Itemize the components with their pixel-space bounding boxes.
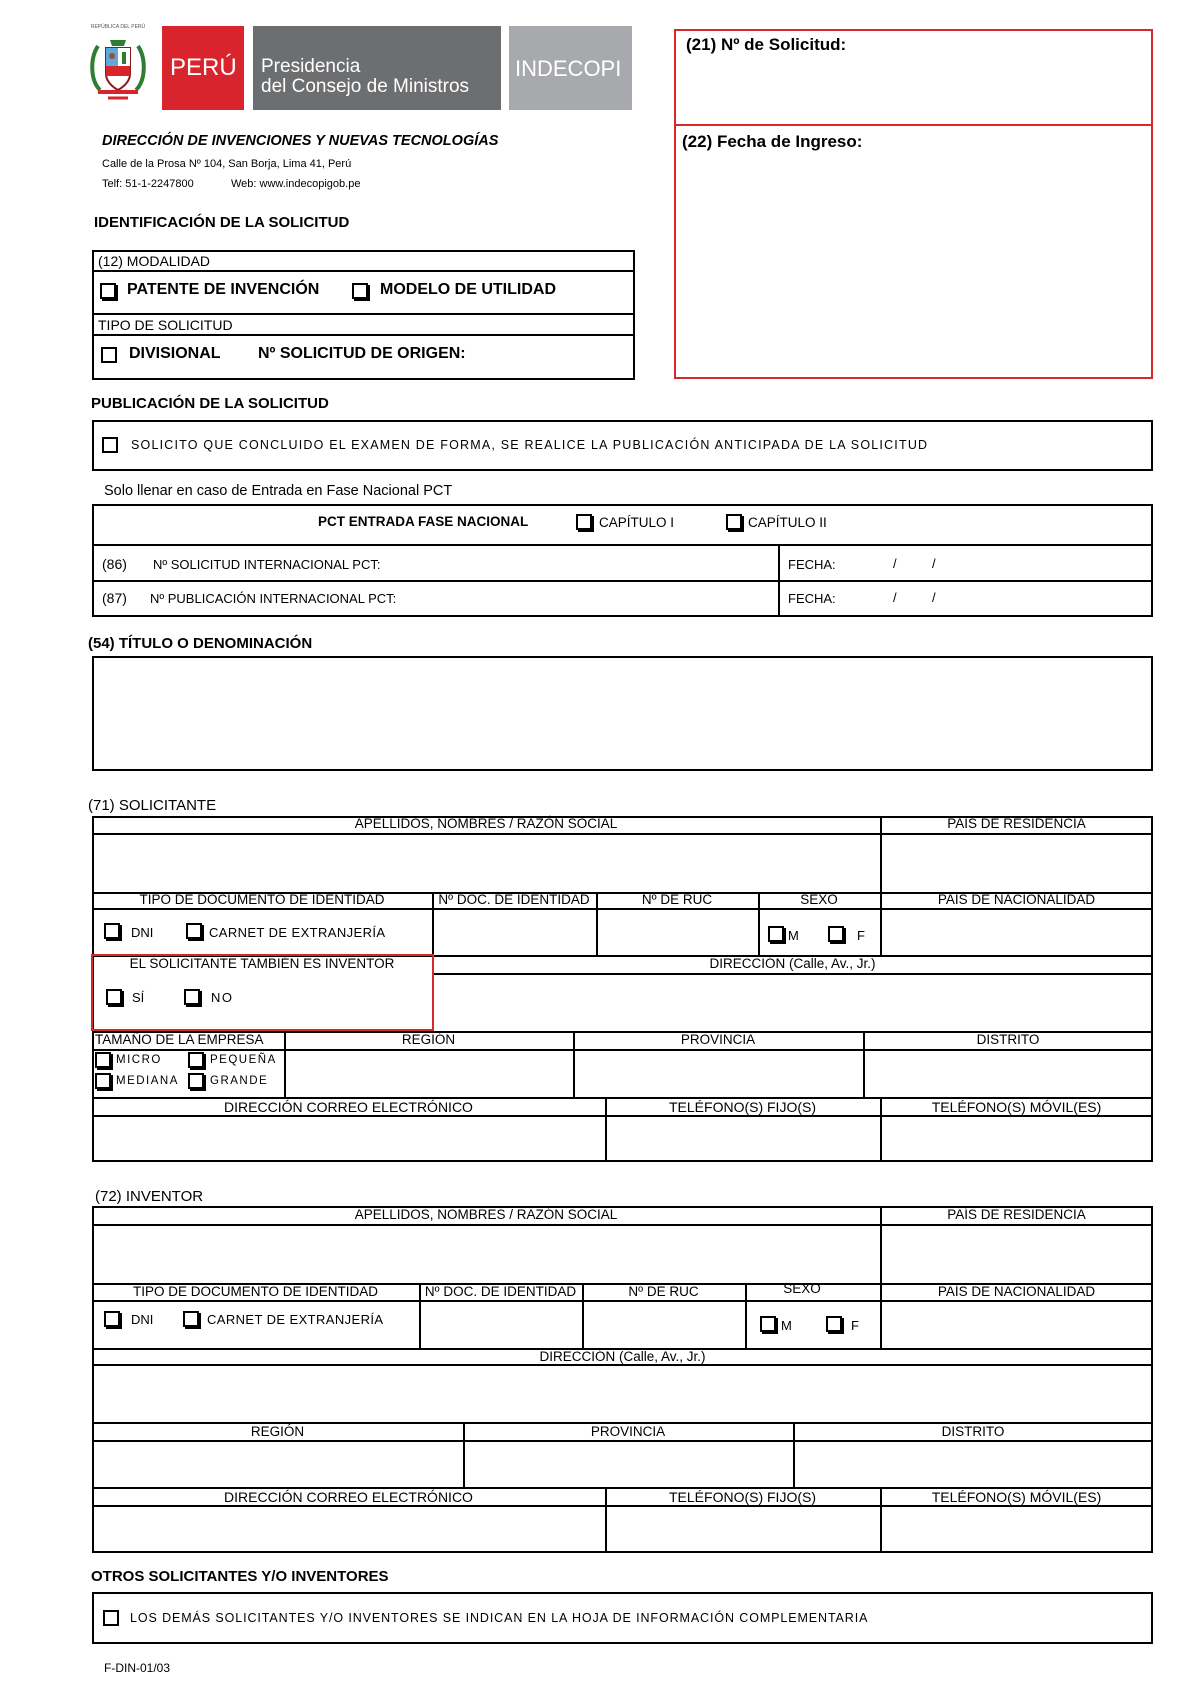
applicant-region-header: REGIÓN [401,1032,456,1047]
inventor-mobile-header: TELÉFONO(S) MÓVIL(ES) [931,1489,1102,1505]
applicant-foreign-card-label: CARNET DE EXTRANJERÍA [209,925,386,940]
others-complementary-checkbox[interactable] [103,1610,119,1626]
inventor-dni-checkbox[interactable] [104,1311,120,1327]
applicant-nationality-header: PAÍS DE NACIONALIDAD [937,892,1096,907]
others-section-title: OTROS SOLICITANTES Y/O INVENTORES [91,1568,389,1585]
applicant-foreign-card-checkbox[interactable] [186,923,202,939]
divider [92,1049,1153,1051]
inventor-region-header: REGIÓN [250,1424,305,1439]
chapter2-checkbox[interactable] [726,514,742,530]
inventor-ruc-header: Nº DE RUC [628,1284,699,1299]
company-small-checkbox[interactable] [188,1052,204,1068]
office-address: Calle de la Prosa Nº 104, San Borja, Lima 41, Perú [102,158,352,170]
applicant-mobile-header: TELÉFONO(S) MÓVIL(ES) [931,1099,1102,1115]
row86-date-label: FECHA: [788,557,836,572]
divider [92,580,1153,582]
utility-model-checkbox[interactable] [352,283,368,299]
peru-coat-of-arms [86,28,150,108]
divider [92,1364,1153,1366]
divisional-label: DIVISIONAL [129,345,221,362]
divider [92,1224,1153,1226]
inventor-residence-header: PAÍS DE RESIDENCIA [947,1207,1086,1222]
divider [880,1206,882,1348]
applicant-province-header: PROVINCIA [680,1032,756,1047]
divisional-checkbox[interactable] [101,347,117,363]
row87-label: Nº PUBLICACIÓN INTERNACIONAL PCT: [150,591,397,606]
company-medium-checkbox[interactable] [95,1073,111,1089]
applicant-doc-number-header: Nº DOC. DE IDENTIDAD [438,892,590,907]
applicant-doc-type-header: TIPO DE DOCUMENTO DE IDENTIDAD [139,892,385,907]
inventor-section-title: (72) INVENTOR [95,1188,204,1205]
company-size-header: TAMAÑO DE LA EMPRESA [95,1032,264,1047]
publication-section-title: PUBLICACIÓN DE LA SOLICITUD [91,395,329,412]
inventor-female-label: F [851,1318,859,1333]
applicant-district-header: DISTRITO [976,1032,1040,1047]
inventor-name-header: APELLIDOS, NOMBRES / RAZÓN SOCIAL [354,1207,618,1222]
inventor-doc-type-header: TIPO DE DOCUMENTO DE IDENTIDAD [132,1284,379,1299]
request-type-label: TIPO DE SOLICITUD [98,317,233,333]
inventor-email-header: DIRECCIÓN CORREO ELECTRÓNICO [224,1489,473,1505]
also-inventor-header: EL SOLICITANTE TAMBIÉN ES INVENTOR [129,956,395,971]
row86-label: Nº SOLICITUD INTERNACIONAL PCT: [153,557,381,572]
pcm-logo-line2: del Consejo de Ministros [261,76,470,97]
peru-seal-text: REPÚBLICA DEL PERÚ [90,24,146,30]
others-complementary-label: LOS DEMÁS SOLICITANTES Y/O INVENTORES SE INDICAN EN LA HOJA DE INFORMACIÓN COMPLEMENTARIA [130,1611,869,1625]
divider [778,544,780,617]
divider [432,973,1153,975]
inventor-district-header: DISTRITO [941,1424,1005,1439]
early-publication-checkbox[interactable] [102,437,118,453]
also-inventor-yes-label: SÍ [132,990,145,1005]
applicant-residence-header: PAÍS DE RESIDENCIA [947,816,1086,831]
indecopi-logo-block [509,26,632,110]
inventor-male-checkbox[interactable] [760,1316,776,1332]
pcm-logo-line1: Presidencia [261,56,361,77]
pct-title: PCT ENTRADA FASE NACIONAL [318,514,529,529]
divider [92,270,635,272]
row86-code: (86) [102,556,127,572]
divider [880,816,882,955]
applicant-dni-checkbox[interactable] [104,923,120,939]
company-small-label: PEQUEÑA [210,1054,277,1066]
peru-logo-text: PERÚ [170,54,237,81]
entry-date-label: (22) Fecha de Ingreso: [682,132,863,151]
date-slash: / [893,590,897,605]
also-inventor-no-checkbox[interactable] [184,989,200,1005]
inventor-sex-header: SEXO [783,1281,821,1296]
inventor-doc-number-header: Nº DOC. DE IDENTIDAD [424,1284,577,1299]
divider [92,833,1153,835]
office-web: Web: www.indecopigob.pe [231,178,361,190]
office-phone: Telf: 51-1-2247800 [102,178,194,190]
divider [92,544,1153,546]
form-code: F-DIN-01/03 [104,1661,171,1675]
divider [92,334,635,336]
company-large-label: GRANDE [210,1075,269,1087]
inventor-nationality-header: PAÍS DE NACIONALIDAD [937,1284,1096,1299]
inventor-male-label: M [781,1318,792,1333]
chapter2-label: CAPÍTULO II [748,515,827,530]
chapter1-label: CAPÍTULO I [599,515,675,530]
also-inventor-yes-checkbox[interactable] [106,989,122,1005]
applicant-dni-label: DNI [131,925,154,940]
identification-section-title: IDENTIFICACIÓN DE LA SOLICITUD [94,214,350,231]
divider [92,908,1153,910]
patent-checkbox[interactable] [100,283,116,299]
inventor-female-checkbox[interactable] [826,1316,842,1332]
title-input-box[interactable] [92,656,1153,771]
applicant-email-header: DIRECCIÓN CORREO ELECTRÓNICO [224,1099,473,1115]
indecopi-logo-text: INDECOPI [515,56,622,81]
direction-title: DIRECCIÓN DE INVENCIONES Y NUEVAS TECNOLOGÍAS [102,133,499,149]
applicant-landline-header: TELÉFONO(S) FIJO(S) [669,1099,816,1115]
date-slash: / [893,556,897,571]
pct-note: Solo llenar en caso de Entrada en Fase Nacional PCT [104,483,453,499]
applicant-ruc-header: Nº DE RUC [641,892,713,907]
inventor-dni-label: DNI [131,1312,154,1327]
applicant-male-label: M [788,928,799,943]
coat-of-arms-icon [86,28,150,108]
modality-label: (12) MODALIDAD [98,253,211,269]
inventor-foreign-card-checkbox[interactable] [183,1311,199,1327]
early-publication-label: SOLICITO QUE CONCLUIDO EL EXAMEN DE FORMA, SE REALICE LA PUBLICACIÓN ANTICIPADA DE LA SOLICITUD [131,438,929,452]
peru-logo-block [162,26,244,110]
company-medium-label: MEDIANA [116,1075,179,1087]
row87-code: (87) [102,590,127,606]
company-micro-label: MICRO [116,1054,162,1066]
company-large-checkbox[interactable] [188,1073,204,1089]
inventor-province-header: PROVINCIA [590,1424,666,1439]
applicant-male-checkbox[interactable] [768,926,784,942]
applicant-address-header: DIRECCIÓN (Calle, Av., Jr.) [709,956,876,971]
divider [92,1115,1153,1117]
date-slash: / [932,556,936,571]
also-inventor-no-label: NO [211,990,234,1005]
divider [92,1505,1153,1507]
applicant-sex-header: SEXO [800,892,838,907]
divider [92,1300,1153,1302]
divider [92,1440,1153,1442]
title-section-title: (54) TÍTULO O DENOMINACIÓN [88,635,313,652]
applicant-female-checkbox[interactable] [828,926,844,942]
row87-date-label: FECHA: [788,591,836,606]
inventor-landline-header: TELÉFONO(S) FIJO(S) [669,1489,816,1505]
application-number-label: (21) Nº de Solicitud: [686,35,847,54]
inventor-foreign-card-label: CARNET DE EXTRANJERÍA [207,1312,384,1327]
applicant-name-header: APELLIDOS, NOMBRES / RAZÓN SOCIAL [354,816,618,831]
applicant-female-label: F [857,928,865,943]
pcm-logo-block [253,26,501,110]
inventor-address-header: DIRECCIÓN (Calle, Av., Jr.) [539,1349,706,1364]
utility-model-label: MODELO DE UTILIDAD [380,281,556,298]
patent-label: PATENTE DE INVENCIÓN [127,281,320,298]
application-number-box[interactable] [674,29,1153,126]
date-slash: / [932,590,936,605]
origin-number-label: Nº SOLICITUD DE ORIGEN: [258,345,466,362]
chapter1-checkbox[interactable] [576,514,592,530]
company-micro-checkbox[interactable] [95,1052,111,1068]
entry-date-box[interactable] [674,124,1153,379]
applicant-section-title: (71) SOLICITANTE [88,797,217,814]
divider [92,313,635,315]
